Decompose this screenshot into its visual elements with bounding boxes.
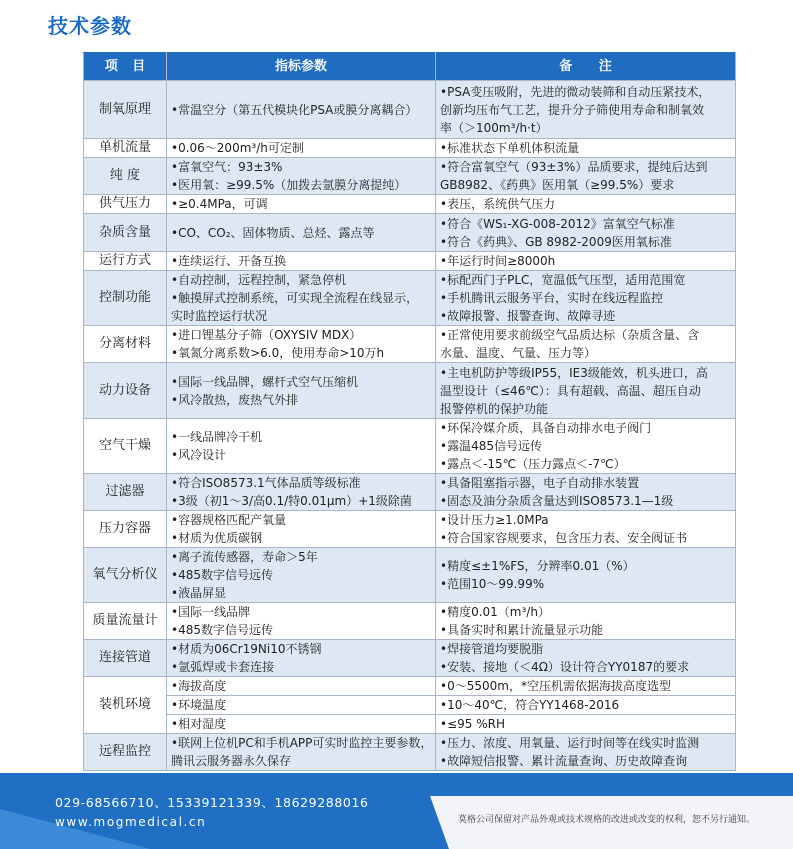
row-pressure-vessel [84, 511, 736, 548]
spec-line: •容器规格匹配产氧量 [171, 513, 287, 527]
row-operation-mode [84, 252, 736, 271]
remark-line: •符合国家容规要求，包含压力表、安全阀证书 [440, 531, 688, 545]
item-label: 单机流量 [84, 139, 167, 158]
spec-line: •液晶屏显 [171, 586, 227, 600]
remark-line: •故障短信报警、累计流量查询、历史故障查询 [440, 754, 688, 768]
spec-cell [167, 696, 436, 715]
spec-cell [167, 271, 436, 326]
remark-line: •符合富氧空气（93±3%）品质要求，提纯后达到 GB8982、《药典》医用氧（≥99.5%）要求 [440, 160, 708, 192]
spec-cell [167, 734, 436, 771]
row-remote-monitoring [84, 734, 736, 771]
spec-line: •医用氧：≥99.5%（加拨去氩膜分离提纯） [171, 178, 407, 192]
spec-line: •离子流传感器，寿命＞5年 [171, 550, 318, 564]
remark-line: •标配西门子PLC，宽温低气压型，适用范围宽 [440, 273, 686, 287]
remark-cell [436, 214, 736, 252]
spec-line: •氧氮分离系数>6.0，使用寿命>10万h [171, 346, 385, 360]
remark-cell [436, 326, 736, 363]
row-filter [84, 474, 736, 511]
spec-line: •485数字信号远传 [171, 568, 273, 582]
spec-line: •氩弧焊或卡套连接 [171, 660, 275, 674]
spec-cell [167, 214, 436, 252]
remark-line: •具备阻塞指示器，电子自动排水装置 [440, 476, 640, 490]
remark-line: •露温485信号远传 [440, 439, 542, 453]
remark-line: •精度≤±1%FS，分辨率0.01（%） [440, 559, 635, 573]
item-label: 装机环境 [84, 677, 167, 734]
disclaimer: 莫格公司保留对产品外观或技术规格的改进或改变的权利，恕不另行通知。 [458, 815, 756, 825]
remark-cell [436, 603, 736, 640]
row-control-function [84, 271, 736, 326]
header-remark: 备 注 [436, 53, 736, 81]
spec-line: •CO、CO₂、固体物质、总烃、露点等 [171, 225, 375, 240]
item-label: 控制功能 [84, 271, 167, 326]
tech-params-table [83, 52, 736, 771]
remark-line: •≤95 %RH [440, 717, 505, 731]
row-installation-environment-sub [84, 696, 736, 715]
spec-line: •相对湿度 [171, 717, 227, 731]
remark-line: •年运行时间≥8000h [440, 254, 556, 268]
spec-cell [167, 419, 436, 474]
item-label: 纯 度 [84, 158, 167, 195]
item-label: 氧气分析仪 [84, 548, 167, 603]
spec-line: •材质为06Cr19Ni10不锈钢 [171, 642, 322, 656]
spec-cell [167, 511, 436, 548]
row-oxygen-analyzer [84, 548, 736, 603]
remark-line: •故障报警、报警查询、故障寻迹 [440, 309, 616, 323]
spec-line: •环境温度 [171, 698, 227, 712]
item-label: 动力设备 [84, 363, 167, 419]
remark-cell [436, 252, 736, 271]
item-label: 质量流量计 [84, 603, 167, 640]
remark-line: •范围10～99.99% [440, 577, 545, 591]
remark-line: •安装、接地（＜4Ω）设计符合YY0187的要求 [440, 660, 690, 674]
remark-line: •精度0.01（m³/h） [440, 605, 550, 619]
row-separation-material [84, 326, 736, 363]
spec-line: •联网上位机PC和手机APP可实时监控主要参数， 腾讯云服务器永久保存 [171, 736, 433, 768]
item-label: 供气压力 [84, 195, 167, 214]
remark-cell [436, 271, 736, 326]
spec-line: •一线品牌冷干机 [171, 430, 263, 444]
spec-cell [167, 603, 436, 640]
remark-cell [436, 195, 736, 214]
remark-line: •0～5500m，*空压机需依据海拔高度选型 [440, 679, 671, 693]
spec-cell [167, 139, 436, 158]
remark-cell [436, 474, 736, 511]
item-label: 分离材料 [84, 326, 167, 363]
remark-cell [436, 677, 736, 696]
spec-line: •材质为优质碳钢 [171, 531, 263, 545]
row-purity [84, 158, 736, 195]
remark-line: •正常使用要求前级空气品质达标（杂质含量、含 水量、温度、气量、压力等） [440, 328, 700, 360]
spec-cell [167, 252, 436, 271]
remark-line: •主电机防护等级IP55，IE3级能效，机头进口，高 温型设计（≤46℃）：具有超载、高温、超压自动 报警停机的保护功能 [440, 365, 708, 416]
spec-cell [167, 363, 436, 419]
remark-line: •PSA变压吸附，先进的微动装筛和自动压紧技术， 创新均压布气工艺，提升分子筛使用寿命和制氧效 率（＞100m³/h·t） [440, 84, 711, 135]
spec-line: •风冷散热，废热气外排 [171, 392, 299, 407]
spec-line: •进口锂基分子筛（OXYSIV MDX） [171, 328, 362, 342]
item-label: 远程监控 [84, 734, 167, 771]
remark-cell [436, 734, 736, 771]
remark-line: •压力、浓度、用氧量、运行时间等在线实时监测 [440, 736, 700, 750]
table-header-row [84, 53, 736, 81]
remark-cell [436, 715, 736, 734]
item-label: 杂质含量 [84, 214, 167, 252]
remark-cell [436, 419, 736, 474]
remark-cell [436, 511, 736, 548]
header-spec: 指标参数 [167, 53, 436, 81]
spec-line: •国际一线品牌 [171, 605, 251, 619]
spec-line: •3级（初1～3/高0.1/特0.01μm）+1级除菌 [171, 494, 412, 508]
spec-cell [167, 474, 436, 511]
item-label: 过滤器 [84, 474, 167, 511]
row-power-equipment [84, 363, 736, 419]
spec-line: •自动控制，远程控制，紧急停机 [171, 273, 347, 287]
spec-cell [167, 81, 436, 139]
spec-line: •触摸屏式控制系统，可实现全流程在线显示， 实时监控运行状况 [171, 291, 419, 323]
spec-line: •富氧空气：93±3% [171, 160, 283, 174]
row-supply-pressure [84, 195, 736, 214]
remark-line: •表压，系统供气压力 [440, 197, 556, 211]
remark-line: •符合《WS₁-XG-008-2012》富氧空气标准 [440, 216, 675, 231]
remark-cell [436, 363, 736, 419]
spec-cell [167, 548, 436, 603]
spec-cell [167, 677, 436, 696]
remark-line: •具备实时和累计流量显示功能 [440, 623, 604, 637]
spec-line: •连续运行、开备互换 [171, 254, 287, 268]
spec-line: •常温空分（第五代模块化PSA或膜分离耦合） [171, 102, 418, 117]
row-mass-flowmeter [84, 603, 736, 640]
website: www.mogmedical.cn [55, 815, 207, 829]
row-connecting-pipe [84, 640, 736, 677]
remark-cell [436, 640, 736, 677]
remark-cell [436, 81, 736, 139]
remark-line: •手机腾讯云服务平台，实时在线远程监控 [440, 291, 664, 305]
page-title: 技术参数 [48, 14, 132, 38]
remark-cell [436, 696, 736, 715]
spec-line: •485数字信号远传 [171, 623, 273, 637]
remark-cell [436, 139, 736, 158]
remark-line: •标准状态下单机体积流量 [440, 141, 580, 155]
row-air-drying [84, 419, 736, 474]
remark-cell [436, 158, 736, 195]
remark-line: •露点＜-15℃（压力露点＜-7℃） [440, 457, 626, 471]
spec-cell [167, 195, 436, 214]
spec-cell [167, 715, 436, 734]
spec-line: •海拔高度 [171, 679, 227, 693]
spec-line: •国际一线品牌，螺杆式空气压缩机 [171, 374, 359, 389]
spec-cell [167, 640, 436, 677]
spec-line: •0.06～200m³/h可定制 [171, 141, 304, 155]
item-label: 运行方式 [84, 252, 167, 271]
row-installation-environment-sub [84, 715, 736, 734]
remark-line: •固态及油分杂质含量达到ISO8573.1—1级 [440, 494, 674, 508]
remark-line: •环保冷媒介质，具备自动排水电子阀门 [440, 421, 652, 435]
row-installation-environment [84, 677, 736, 696]
item-label: 连接管道 [84, 640, 167, 677]
row-oxygen-principle [84, 81, 736, 139]
footer [0, 773, 793, 849]
spec-cell [167, 158, 436, 195]
remark-cell [436, 548, 736, 603]
item-label: 制氧原理 [84, 81, 167, 139]
item-label: 压力容器 [84, 511, 167, 548]
spec-line: •符合ISO8573.1气体品质等级标准 [171, 476, 361, 490]
remark-line: •设计压力≥1.0MPa [440, 513, 549, 527]
row-impurity-content [84, 214, 736, 252]
spec-cell [167, 326, 436, 363]
remark-line: •符合《药典》、GB 8982-2009医用氧标准 [440, 234, 672, 249]
contact-phones: 029-68566710、15339121339、18629288016 [55, 795, 369, 810]
spec-line: •≥0.4MPa，可调 [171, 197, 268, 211]
spec-line: •风冷设计 [171, 448, 227, 462]
remark-line: •焊接管道均要脱脂 [440, 642, 544, 656]
row-unit-flow [84, 139, 736, 158]
item-label: 空气干燥 [84, 419, 167, 474]
footer-background [0, 773, 793, 849]
header-item: 项 目 [84, 53, 167, 81]
remark-line: •10～40℃，符合YY1468-2016 [440, 698, 620, 712]
